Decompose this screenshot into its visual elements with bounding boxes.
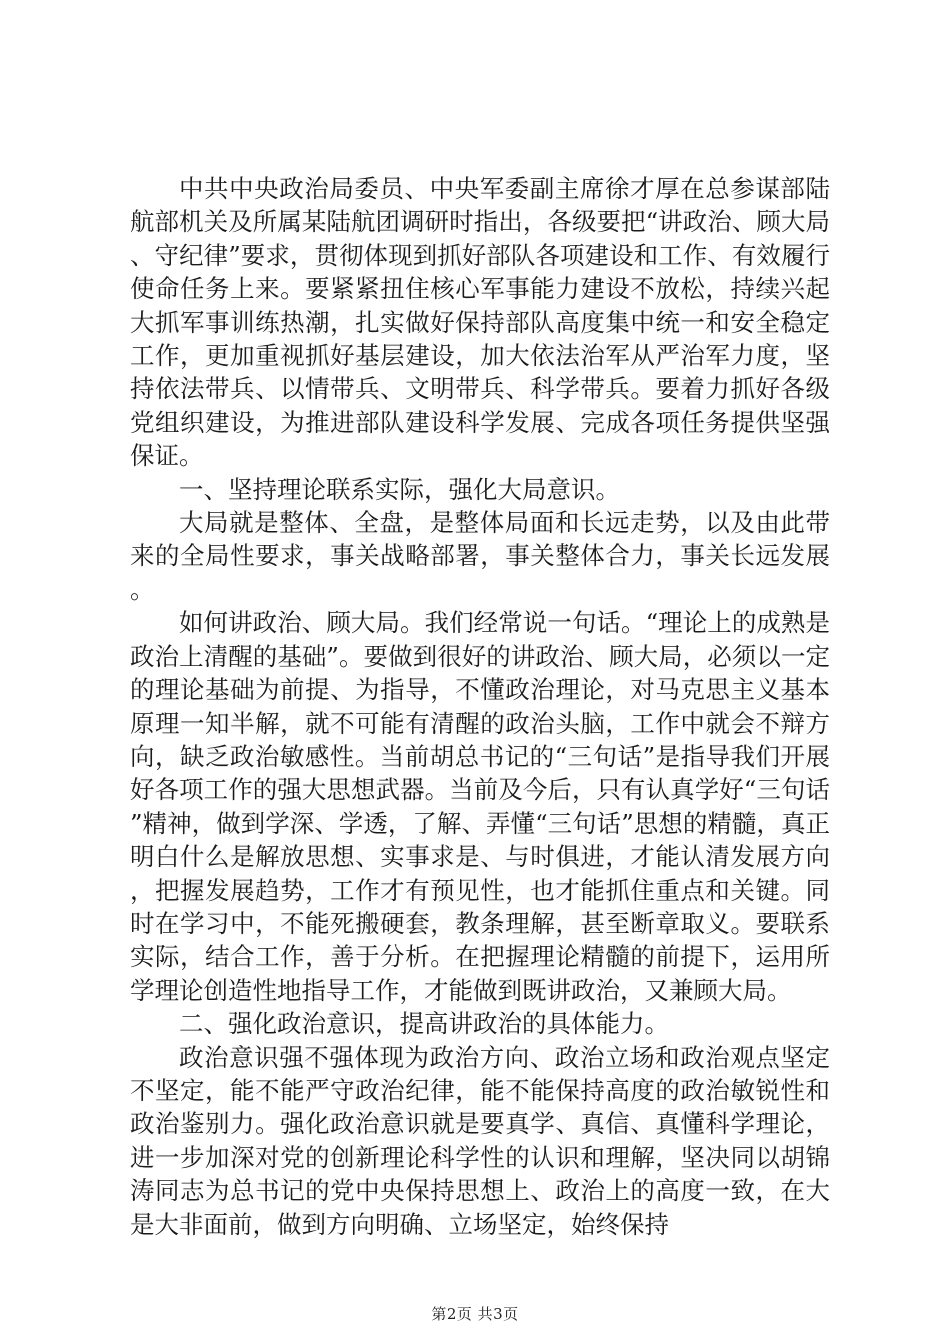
body-paragraph: 中共中央政治局委员、中央军委副主席徐才厚在总参谋部陆航部机关及所属某陆航团调研时指出，各级要把“讲政治、顾大局、守纪律”要求，贯彻体现到抓好部队各项建设和工作、有效履行使命任务上来。要紧紧扭住核心军事能力建设不放松，持续兴起大抓军事训练热潮，扎实做好保持部队高度集中统一和安全稳定工作，更加重视抓好基层建设，加大依法治军从严治军力度，坚持依法带兵、以情带兵、文明带兵、科学带兵。要着力抓好各级党组织建设，为推进部队建设科学发展、完成各项任务提供坚强保证。 [130,174,830,471]
section-heading: 一、坚持理论联系实际，强化大局意识。 [179,474,620,504]
body-paragraph: 如何讲政治、顾大局。我们经常说一句话。“理论上的成熟是政治上清醒的基础”。要做到很好的讲政治、顾大局，必须以一定的理论基础为前提、为指导，不懂政治理论，对马克思主义基本原理一知半解，就不可能有清醒的政治头脑，工作中就会不辩方向，缺乏政治敏感性。当前胡总书记的“三句话”是指导我们开展好各项工作的强大思想武器。当前及今后，只有认真学好“三句话”精神，做到学深、学透，了解、弄懂“三句话”思想的精髓，真正明白什么是解放思想、实事求是、与时俱进，才能认清发展方向，把握发展趋势，工作才有预见性，也才能抓住重点和关键。同时在学习中，不能死搬硬套，教条理解，甚至断章取义。要联系实际，结合工作，善于分析。在把握理论精髓的前提下，运用所学理论创造性地指导工作，才能做到既讲政治，又兼顾大局。 [130,608,830,1005]
body-paragraph: 大局就是整体、全盘，是整体局面和长远走势，以及由此带来的全局性要求，事关战略部署，事关整体合力，事关长远发展。 [130,508,830,604]
section-heading: 二、强化政治意识，提高讲政治的具体能力。 [179,1009,669,1039]
body-paragraph: 政治意识强不强体现为政治方向、政治立场和政治观点坚定不坚定，能不能严守政治纪律，能不能保持高度的政治敏锐性和政治鉴别力。强化政治意识就是要真学、真信、真懂科学理论，进一步加深对党的创新理论科学性的认识和理解，坚决同以胡锦涛同志为总书记的党中央保持思想上、政治上的高度一致，在大是大非面前，做到方向明确、立场坚定，始终保持 [130,1042,830,1239]
page-number-footer: 第2页 共3页 [431,1305,519,1323]
document-body [130,172,830,1241]
